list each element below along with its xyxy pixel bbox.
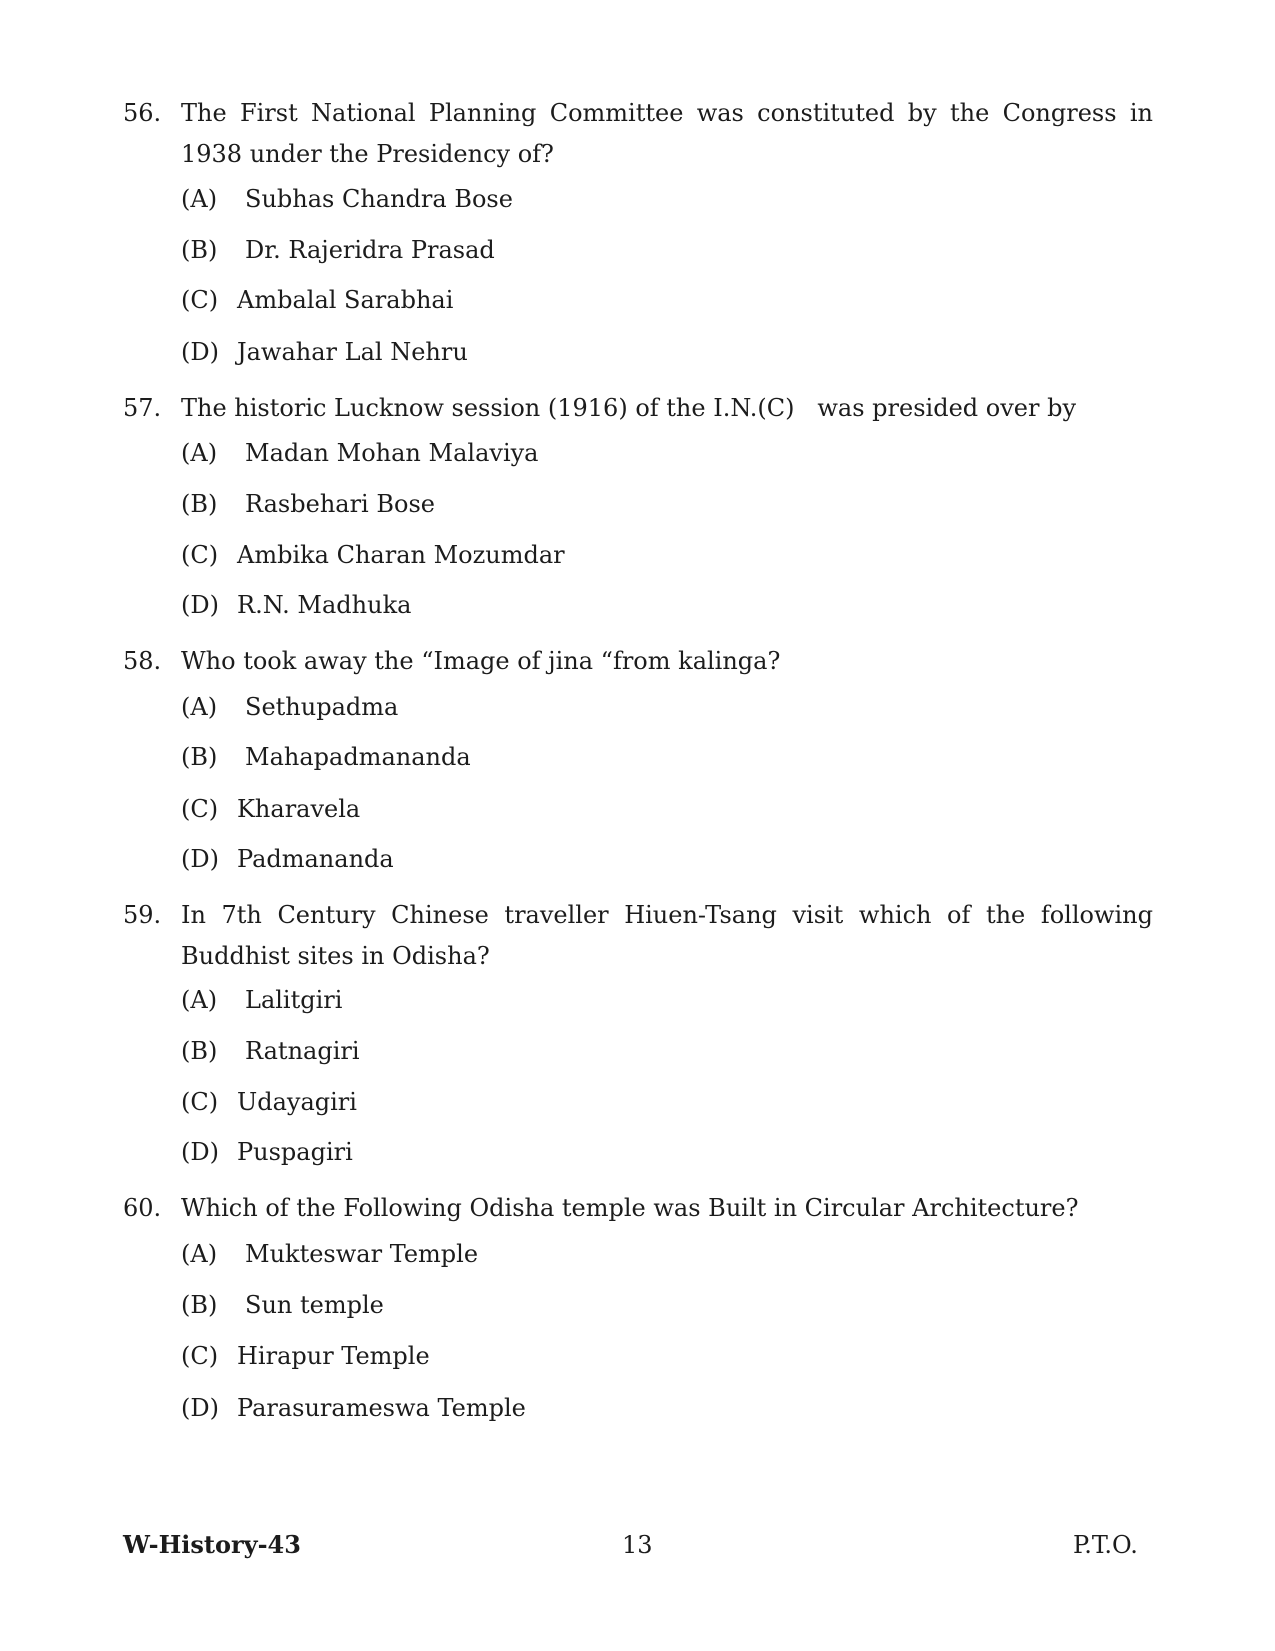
- option-57-a: [181, 438, 538, 468]
- option-text: Hirapur Temple: [237, 1342, 430, 1370]
- option-59-d: [181, 1137, 353, 1167]
- please-turn-over: P.T.O.: [1073, 1531, 1138, 1559]
- question-text: In 7th Century Chinese traveller Hiuen-Tsang visit which of the following Buddhist sites in Odisha?: [181, 901, 1153, 970]
- option-letter: (A): [181, 693, 218, 721]
- question-58: [123, 641, 1153, 682]
- question-text: Who took away the “Image of jina “from kalinga?: [181, 647, 781, 675]
- option-60-b: [181, 1290, 384, 1320]
- question-number: 60.: [123, 1194, 162, 1222]
- option-text: Puspagiri: [237, 1138, 353, 1166]
- question-56: [123, 93, 1153, 175]
- paper-code: W-History-43: [123, 1530, 301, 1559]
- option-60-d: [181, 1393, 526, 1423]
- question-number: 58.: [123, 647, 162, 675]
- option-text: Rasbehari Bose: [245, 490, 435, 518]
- option-text: Sethupadma: [245, 693, 399, 721]
- option-59-c: [181, 1087, 357, 1117]
- option-56-b: [181, 235, 495, 265]
- question-59: [123, 895, 1153, 977]
- option-60-c: [181, 1341, 430, 1371]
- option-text: Ambika Charan Mozumdar: [237, 541, 565, 569]
- option-text: Ambalal Sarabhai: [237, 286, 454, 314]
- option-58-c: [181, 794, 360, 824]
- option-57-b: [181, 489, 435, 519]
- option-text: Udayagiri: [237, 1088, 357, 1116]
- option-text: R.N. Madhuka: [237, 591, 412, 619]
- option-letter: (C): [181, 286, 219, 314]
- question-57: [123, 388, 1153, 429]
- option-letter: (C): [181, 541, 219, 569]
- option-text: Madan Mohan Malaviya: [245, 439, 539, 467]
- option-text: Padmananda: [237, 845, 394, 873]
- option-text: Ratnagiri: [245, 1037, 360, 1065]
- option-text: Mukteswar Temple: [245, 1240, 479, 1268]
- option-text: Mahapadmananda: [245, 743, 471, 771]
- option-59-b: [181, 1036, 360, 1066]
- option-letter: (D): [181, 591, 219, 619]
- option-letter: (B): [181, 236, 218, 264]
- option-text: Dr. Rajeridra Prasad: [245, 236, 495, 264]
- option-letter: (D): [181, 845, 219, 873]
- question-text: Which of the Following Odisha temple was Built in Circular Architecture?: [181, 1194, 1079, 1222]
- option-56-d: [181, 337, 468, 367]
- option-letter: (C): [181, 795, 219, 823]
- question-number: 57.: [123, 394, 162, 422]
- option-text: Lalitgiri: [245, 986, 343, 1014]
- option-letter: (B): [181, 743, 218, 771]
- question-text: The historic Lucknow session (1916) of the I.N.(C) was presided over by: [181, 394, 1077, 422]
- option-58-a: [181, 692, 398, 722]
- option-56-c: [181, 285, 453, 315]
- option-text: Jawahar Lal Nehru: [237, 338, 468, 366]
- option-58-b: [181, 742, 471, 772]
- option-letter: (D): [181, 1394, 219, 1422]
- option-text: Subhas Chandra Bose: [245, 185, 513, 213]
- question-60: [123, 1188, 1153, 1229]
- option-60-a: [181, 1239, 478, 1269]
- option-56-a: [181, 184, 513, 214]
- option-letter: (A): [181, 185, 218, 213]
- option-letter: (A): [181, 986, 218, 1014]
- option-letter: (C): [181, 1342, 219, 1370]
- question-text: The First National Planning Committee was constituted by the Congress in 1938 under the Presidency of?: [181, 99, 1153, 168]
- option-59-a: [181, 985, 342, 1015]
- option-letter: (A): [181, 439, 218, 467]
- option-57-c: [181, 540, 565, 570]
- question-number: 59.: [123, 901, 162, 929]
- option-letter: (D): [181, 338, 219, 366]
- option-text: Parasurameswa Temple: [237, 1394, 526, 1422]
- option-letter: (C): [181, 1088, 219, 1116]
- option-letter: (A): [181, 1240, 218, 1268]
- option-letter: (D): [181, 1138, 219, 1166]
- option-letter: (B): [181, 1291, 218, 1319]
- option-57-d: [181, 590, 411, 620]
- page-number: 13: [622, 1531, 653, 1559]
- option-text: Kharavela: [237, 795, 361, 823]
- question-number: 56.: [123, 99, 162, 127]
- option-58-d: [181, 844, 394, 874]
- option-letter: (B): [181, 490, 218, 518]
- option-text: Sun temple: [245, 1291, 384, 1319]
- option-letter: (B): [181, 1037, 218, 1065]
